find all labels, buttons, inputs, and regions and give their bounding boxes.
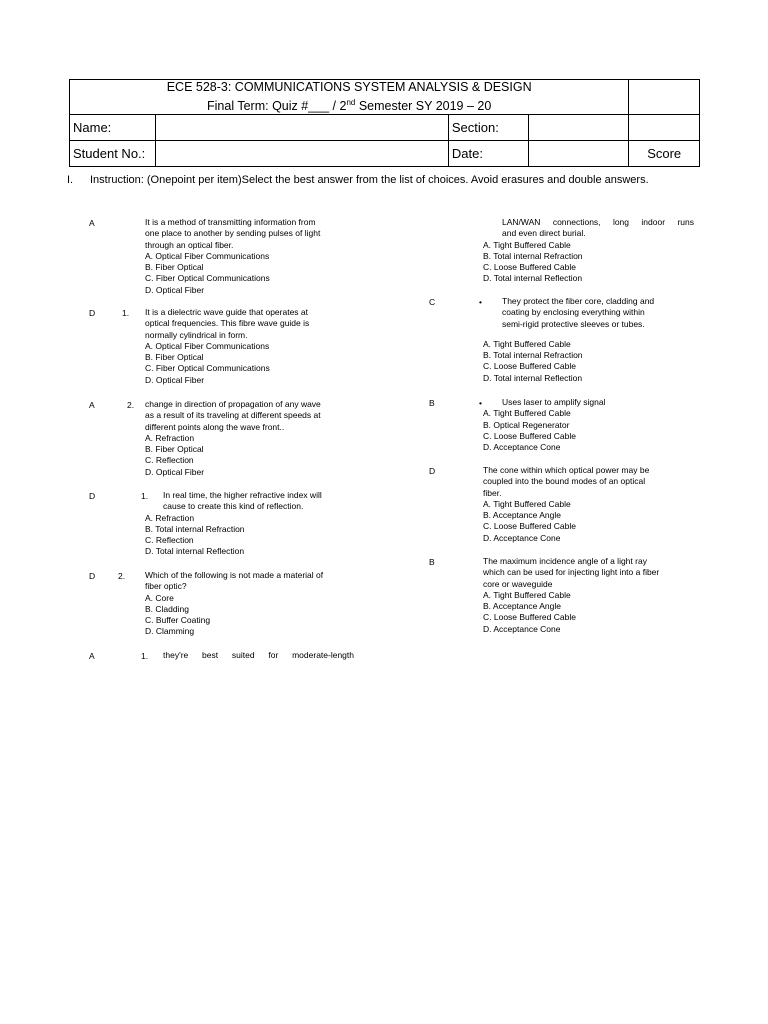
question-line: In real time, the higher refractive index will	[163, 490, 322, 500]
question-item	[483, 556, 659, 635]
choice: A. Tight Buffered Cable	[483, 408, 571, 419]
question-line: they're best suited for moderate-length	[163, 650, 354, 660]
choice: B. Fiber Optical	[145, 352, 204, 363]
question-line: The cone within which optical power may be	[483, 465, 650, 475]
question-line: different points along the wave front..	[145, 421, 285, 432]
name-label: Name:	[70, 115, 156, 141]
instruction	[67, 174, 649, 186]
question-line: as a result of its traveling at different speeds at	[145, 410, 321, 421]
bullet: •	[479, 398, 482, 408]
section-label: Section:	[448, 115, 528, 141]
question-line: coupled into the bound modes of an optical	[483, 476, 646, 487]
question-item	[483, 217, 694, 285]
choice: D. Clamming	[145, 626, 195, 637]
question-line: one place to another by sending pulses of light	[145, 228, 321, 239]
answer-mark: A	[89, 218, 95, 228]
question-number: 1.	[141, 651, 149, 661]
choice: D. Optical Fiber	[145, 466, 205, 477]
choice: A. Refraction	[145, 432, 195, 443]
student-no-label: Student No.:	[70, 141, 156, 167]
answer-mark: D	[89, 491, 96, 501]
choice: C. Fiber Optical Communications	[145, 273, 270, 284]
question-line: through an optical fiber.	[145, 239, 234, 250]
question-number: 2.	[127, 400, 135, 410]
choice: D. Optical Fiber	[145, 374, 205, 385]
question-line: Uses laser to amplify signal	[502, 397, 606, 407]
choice: B. Acceptance Angle	[483, 510, 561, 521]
choice: A. Tight Buffered Cable	[483, 239, 571, 250]
choice: D. Total internal Reflection	[483, 273, 583, 284]
answer-mark: A	[89, 400, 95, 410]
date-label: Date:	[448, 141, 528, 167]
choice: B. Acceptance Angle	[483, 601, 561, 612]
bullet: •	[479, 297, 482, 307]
choice: D. Optical Fiber	[145, 284, 205, 295]
question-line: and even direct burial.	[502, 228, 586, 239]
choice: C. Loose Buffered Cable	[483, 262, 576, 273]
answer-mark: D	[89, 571, 96, 581]
answer-mark: D	[429, 466, 436, 476]
question-line: coating by enclosing everything within	[502, 307, 645, 318]
question-line: optical frequencies. This fibre wave guide is	[145, 318, 310, 329]
choice: B. Cladding	[145, 603, 189, 614]
instruction-text: Instruction: (Onepoint per item)Select the best answer from the list of choices. Avoid erasures and double answers.	[90, 174, 649, 186]
student-no-field[interactable]	[155, 141, 448, 167]
question-line: It is a method of transmitting information from	[145, 217, 316, 227]
choice: C. Reflection	[145, 455, 194, 466]
choice: C. Loose Buffered Cable	[483, 361, 576, 372]
question-line: semi-rigid protective sleeves or tubes.	[502, 318, 645, 329]
question-item	[145, 490, 322, 558]
question-number: 1.	[122, 308, 130, 318]
course-title: ECE 528-3: COMMUNICATIONS SYSTEM ANALYSIS & DESIGN	[166, 80, 532, 94]
question-item	[483, 296, 654, 384]
question-line: fiber.	[483, 487, 502, 498]
choice: A. Tight Buffered Cable	[483, 589, 571, 600]
choice: D. Total internal Reflection	[483, 372, 583, 383]
choice: D. Total internal Reflection	[145, 546, 245, 557]
blank-cell	[629, 80, 700, 115]
term-prefix: Final Term: Quiz #___ / 2	[207, 99, 347, 114]
question-item	[145, 307, 309, 386]
choice: C. Buffer Coating	[145, 615, 211, 626]
question-line: LAN/WAN connections, long indoor runs	[502, 217, 694, 227]
title-cell	[70, 80, 629, 115]
choice: A. Core	[145, 592, 174, 603]
question-line: change in direction of propagation of any wave	[145, 399, 321, 409]
instruction-roman: I.	[67, 174, 74, 186]
term-suffix: Semester SY 2019 – 20	[355, 99, 492, 114]
question-item	[145, 217, 320, 296]
name-field[interactable]	[155, 115, 448, 141]
term-line	[73, 95, 625, 114]
answer-mark: C	[429, 297, 436, 307]
choice: B. Total internal Refraction	[145, 523, 245, 534]
choice: D. Acceptance Cone	[483, 442, 561, 453]
date-field[interactable]	[528, 141, 629, 167]
choice: A. Tight Buffered Cable	[483, 338, 571, 349]
choice: A. Refraction	[145, 512, 195, 523]
question-line: normally cylindrical in form.	[145, 329, 248, 340]
answer-mark: D	[89, 308, 96, 318]
choice: B. Fiber Optical	[145, 262, 204, 273]
choice: B. Total internal Refraction	[483, 250, 583, 261]
question-item	[163, 650, 354, 661]
choice: A. Tight Buffered Cable	[483, 498, 571, 509]
choice: A. Optical Fiber Communications	[145, 340, 270, 351]
question-item	[145, 399, 321, 478]
term-sup: nd	[346, 98, 356, 107]
question-line: They protect the fiber core, cladding and	[502, 296, 655, 306]
choice: C. Loose Buffered Cable	[483, 521, 576, 532]
blank-cell-2	[629, 115, 700, 141]
question-line: cause to create this kind of reflection.	[163, 501, 304, 512]
answer-mark: B	[429, 557, 435, 567]
choice: C. Loose Buffered Cable	[483, 612, 576, 623]
choice: D. Acceptance Cone	[483, 532, 561, 543]
question-item	[145, 570, 323, 638]
answer-mark: A	[89, 651, 95, 661]
question-number: 1.	[141, 491, 149, 501]
question-line: core or waveguide	[483, 578, 553, 589]
choice: B. Total internal Refraction	[483, 350, 583, 361]
question-item	[483, 397, 605, 453]
choice: C. Reflection	[145, 535, 194, 546]
score-label: Score	[629, 141, 700, 167]
choice: C. Loose Buffered Cable	[483, 430, 576, 441]
answer-mark: B	[429, 398, 435, 408]
choice: C. Fiber Optical Communications	[145, 363, 270, 374]
question-item	[483, 465, 649, 544]
question-line: which can be used for injecting light into a fiber	[483, 567, 660, 578]
question-line: It is a dielectric wave guide that operates at	[145, 307, 309, 317]
header-table	[69, 79, 700, 167]
choice: B. Optical Regenerator	[483, 419, 570, 430]
choice: D. Acceptance Cone	[483, 623, 561, 634]
choice: A. Optical Fiber Communications	[145, 250, 270, 261]
question-line: fiber optic?	[145, 581, 187, 592]
choice: B. Fiber Optical	[145, 444, 204, 455]
section-field[interactable]	[528, 115, 629, 141]
question-line: Which of the following is not made a material of	[145, 570, 324, 580]
question-number: 2.	[118, 571, 126, 581]
question-line: The maximum incidence angle of a light ray	[483, 556, 647, 566]
